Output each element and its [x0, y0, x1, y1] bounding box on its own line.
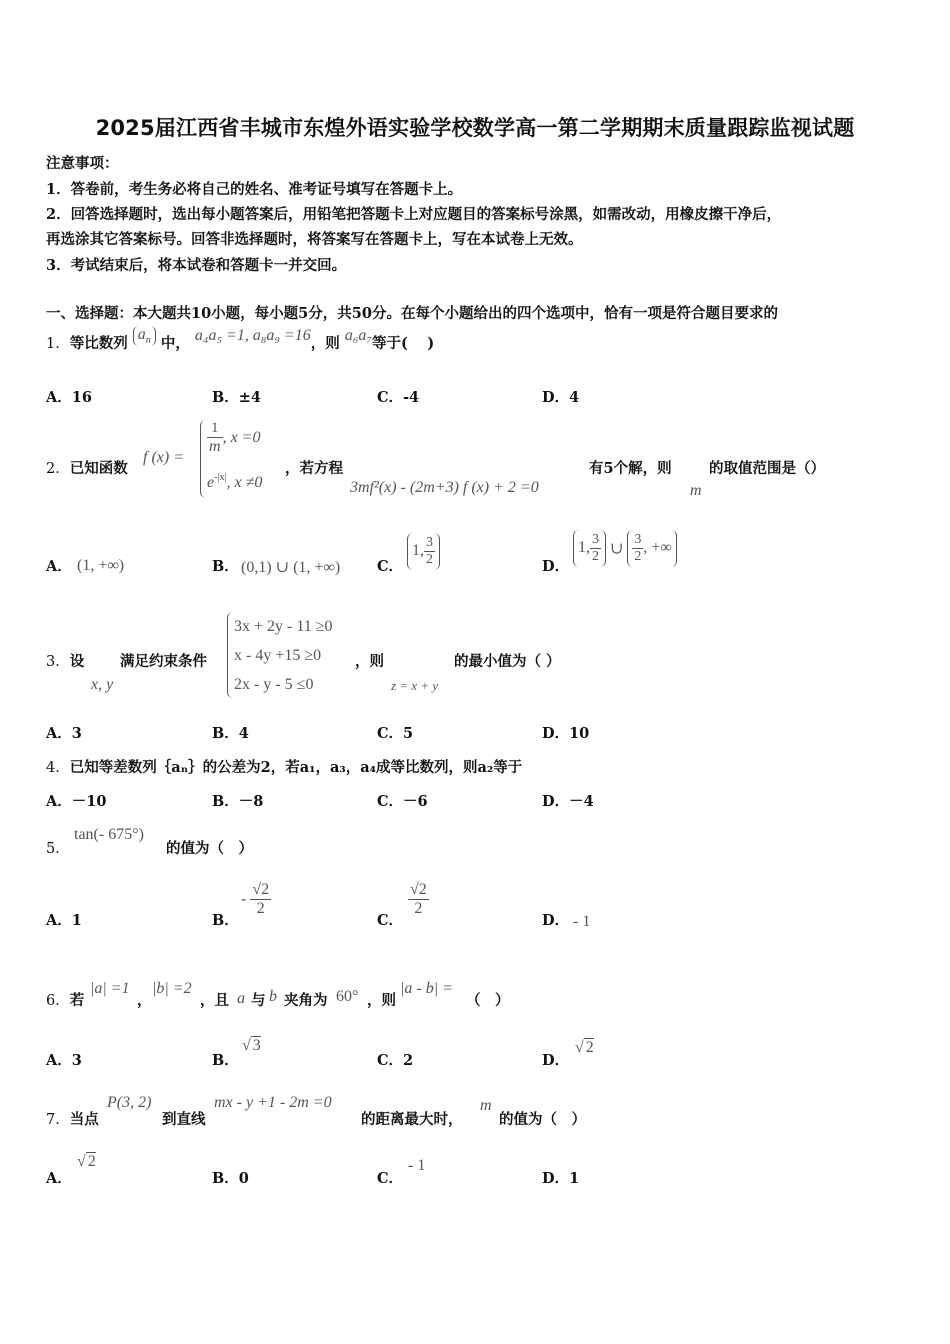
- q2-option-c-value: 1, $\frac{3}{2}$: [407, 533, 440, 570]
- q6-text-2: ，且: [200, 992, 229, 1009]
- q5-option-d[interactable]: D．: [542, 912, 570, 929]
- q2-variable: m: [690, 482, 702, 499]
- q4-text: 已知等差数列｛aₙ｝的公差为2，若a₁，a₃，a₄成等比数列，则a₂等于: [69, 759, 523, 776]
- q2-piecewise: [200, 420, 293, 498]
- q2-text-2: ，若方程: [285, 460, 343, 477]
- q6-vector-b: b: [269, 988, 277, 1005]
- q6-text-6: （ ）: [466, 992, 510, 1009]
- q3-constraints: [227, 612, 354, 698]
- q3-text-4: 的最小值为（ ）: [454, 653, 561, 670]
- q2-option-a-label: A．: [46, 558, 72, 575]
- q7-option-a[interactable]: A．: [46, 1170, 72, 1187]
- q2-option-b[interactable]: [212, 555, 239, 576]
- q6-number: 6．: [46, 993, 70, 1009]
- q7-option-d[interactable]: D．1: [542, 1170, 580, 1187]
- q4-option-d[interactable]: D．－4: [542, 793, 594, 810]
- q1-option-b[interactable]: B．±4: [212, 389, 261, 406]
- q3-constraint-3: 2x - y - 5 ≤0: [234, 676, 314, 693]
- q7-option-b[interactable]: B．0: [212, 1170, 249, 1187]
- q6-condition-1: |a| =1: [90, 980, 130, 997]
- q4-number: 4．: [46, 760, 70, 776]
- q6-option-b-value: √ 3: [242, 1037, 261, 1054]
- q6-option-d-value: √ 2: [575, 1039, 594, 1056]
- q1-sequence: $a_n$: [133, 326, 156, 346]
- q3-option-d[interactable]: D．10: [542, 725, 590, 742]
- q1-expression: a₆a₇: [344, 327, 372, 344]
- q4-option-c[interactable]: C．－6: [377, 793, 428, 810]
- q3-option-c[interactable]: C．5: [377, 725, 414, 742]
- q2-option-b-label: B．: [212, 558, 239, 575]
- q2-case1-cond: , x =0: [222, 429, 261, 446]
- q7-number: 7．: [46, 1112, 70, 1128]
- q1-text-2: 中，: [160, 335, 190, 352]
- q1-text-1: 等比数列: [69, 335, 128, 352]
- notes-heading: 注意事项：: [46, 155, 119, 172]
- q2-option-d-label: D．: [542, 558, 570, 575]
- q2-option-c[interactable]: [377, 555, 403, 576]
- q2-text-4: 的取值范围是（）: [709, 460, 825, 477]
- q6-option-a[interactable]: A．3: [46, 1052, 82, 1069]
- q1-text-4: 等于( ): [371, 335, 435, 352]
- q5-option-d-value: - 1: [573, 913, 591, 930]
- q6-condition-2: |b| =2: [152, 980, 192, 997]
- q5-option-b[interactable]: B．: [212, 912, 239, 929]
- q7-lead: [46, 1108, 99, 1129]
- q1-text-3: ，则: [310, 335, 340, 352]
- q2-option-a[interactable]: [46, 555, 72, 576]
- q6-option-d[interactable]: D．: [542, 1052, 570, 1069]
- q4-option-b[interactable]: B．－8: [212, 793, 264, 810]
- q3-text-3: ，则: [355, 653, 384, 670]
- q2-case1-num: 1: [207, 420, 223, 438]
- q7-text-1: 当点: [69, 1111, 99, 1128]
- q2-case2-exponent: -|x|: [214, 472, 227, 483]
- question-1: [46, 326, 435, 354]
- q1-condition: a₄a₅ =1, a₈a₉ =16: [194, 327, 311, 344]
- q3-constraint-1: 3x + 2y - 11 ≥0: [234, 618, 333, 635]
- q2-case2-cond: , x ≠0: [226, 474, 263, 491]
- q2-function-name: f (x) =: [143, 449, 184, 466]
- q3-option-a[interactable]: A．3: [46, 725, 82, 742]
- section-heading: 一、选择题：本大题共10小题，每小题5分，共50分。在每个小题给出的四个选项中，恰有一项是符合题目要求的: [46, 305, 778, 322]
- q7-line: mx - y +1 - 2m =0: [214, 1094, 332, 1111]
- q7-text-2: 到直线: [162, 1111, 206, 1128]
- q6-expression: |a - b| =: [400, 980, 453, 997]
- q3-option-b[interactable]: B．4: [212, 725, 249, 742]
- q3-variables: x, y: [91, 676, 114, 693]
- note-item-2: 2．回答选择题时，选出每小题答案后，用铅笔把答题卡上对应题目的答案标号涂黑，如需改动，用橡皮擦干净后，: [46, 206, 782, 223]
- q1-number: 1．: [46, 336, 70, 352]
- page-title: 2025届江西省丰城市东煌外语实验学校数学高一第二学期期末质量跟踪监视试题: [95, 116, 855, 140]
- q1-option-d[interactable]: D．4: [542, 389, 580, 406]
- q5-option-c-value: $\frac{√2}{2}$: [410, 881, 427, 917]
- q6-lead: [46, 989, 84, 1010]
- q6-angle: 60°: [336, 988, 359, 1005]
- q2-lead: [46, 457, 128, 478]
- q2-case1-den: m: [209, 438, 221, 455]
- q5-option-c[interactable]: C．: [377, 912, 404, 929]
- q5-option-b-value: - $\frac{√2}{2}$: [241, 881, 270, 917]
- q4-option-a[interactable]: A．－10: [46, 793, 107, 810]
- q3-constraint-2: x - 4y +15 ≥0: [234, 647, 322, 664]
- q6-text-5: ，则: [367, 992, 396, 1009]
- q6-text-3: 与: [251, 992, 266, 1009]
- note-item-2-cont: 再选涂其它答案标号。回答非选择题时，将答案写在答题卡上，写在本试卷上无效。: [46, 231, 583, 248]
- question-4: [46, 756, 522, 777]
- q2-text-3: 有5个解，则: [589, 460, 672, 477]
- q2-equation: 3mf²(x) - (2m+3) f (x) + 2 =0: [350, 479, 539, 496]
- q6-vector-a: a: [237, 990, 245, 1007]
- q2-option-a-value: (1, +∞): [77, 557, 125, 574]
- q2-option-c-label: C．: [377, 558, 404, 575]
- q3-objective: z = x + y: [391, 678, 439, 693]
- q5-text-1: 的值为（ ）: [166, 840, 253, 857]
- q7-option-c-value: - 1: [408, 1157, 426, 1174]
- q7-point: P(3, 2): [107, 1094, 152, 1111]
- q6-text-1: 若: [69, 992, 85, 1009]
- q2-option-d[interactable]: [542, 555, 569, 576]
- q2-number: 2．: [46, 461, 70, 477]
- q7-variable: m: [480, 1097, 492, 1114]
- q5-number: 5．: [46, 841, 70, 857]
- q1-option-c[interactable]: C．-4: [377, 389, 420, 406]
- q5-option-a[interactable]: A．1: [46, 912, 82, 929]
- note-item-1: 1．答卷前，考生务必将自己的姓名、准考证号填写在答题卡上。: [46, 181, 463, 198]
- q3-text-1: 设: [69, 653, 85, 670]
- q6-separator: ，: [137, 992, 152, 1009]
- q2-option-d-value: 1, $\frac{3}{2}$ ∪ $\frac{3}{2}$ , +∞: [573, 530, 677, 567]
- q6-option-b[interactable]: B．: [212, 1052, 239, 1069]
- q7-text-3: 的距离最大时，: [361, 1111, 463, 1128]
- q6-option-c[interactable]: C．2: [377, 1052, 414, 1069]
- q7-text-4: 的值为（ ）: [499, 1111, 586, 1128]
- q2-option-b-value: (0,1) ∪ (1, +∞): [241, 559, 341, 576]
- q3-text-2: 满足约束条件: [120, 653, 207, 670]
- q1-option-a[interactable]: A．16: [46, 389, 92, 406]
- q7-option-c[interactable]: C．: [377, 1170, 404, 1187]
- q2-case2: e: [207, 474, 215, 491]
- note-item-3: 3．考试结束后，将本试卷和答题卡一并交回。: [46, 257, 347, 274]
- q5-expression: tan(- 675°): [74, 826, 144, 843]
- q2-text-1: 已知函数: [69, 460, 128, 477]
- q3-lead: [46, 650, 84, 671]
- q3-number: 3．: [46, 654, 70, 670]
- q7-option-a-value: √ 2: [77, 1153, 96, 1170]
- q6-text-4: 夹角为: [284, 992, 328, 1009]
